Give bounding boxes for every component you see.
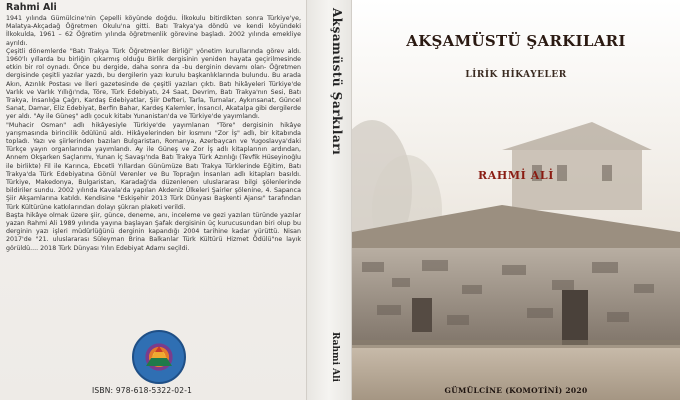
publisher-logo-icon bbox=[132, 330, 186, 384]
bio-paragraph: "Muhacir Osman" adlı hikâyesiyle Türkiye'de yayımlanan "Töre" dergisinin hikâye yarışmasında birincilik ödülünü aldı. Hikâyelerinden bir kısmını "Zor İş" adlı, bir kitabında topladı. Yazı ve şiirlerinden bazıları Bulgaristan, Romanya, Azerbaycan ve Yugoslavya'daki Türkçe yayın organlarında yayımlandı. Ay ile Güneş ve Zor İş adlı kitaplarının ardından, Annem Okşarken Saçlarımı, Yunan İç Savaşı'nda Batı Trakya Türk Azınlığı (Tevfik Hüseyinoğlu ile birlikte) Fil ile Karınca, Ebcetli Yıllardan Günümüze Batı Trakya Türklerinde Eğitim, Batı Trakya'da Türk Edebiyatına Gönül Verenler ve Bu Toprağın İnsanları adlı kitapları basıldı. Türkiye, Makedonya, Bulgaristan, Karadağ'da düzenlenen uluslararası bilgi şölenlerinde bildiriler sundu. 2002 yılında Kavala'da yapılan Akdeniz Ülkeleri Şairler şölenine, 4. Sapanca Şiir Akşamlarına katıldı. Kendisine "Eskişehir 2013 Türk Dünyası Başkenti Ajansı" tarafından Türk Kültürüne katkılarından dolayı şükran plaketi verildi. bbox=[6, 121, 301, 211]
front-cover-author: RAHMİ ALİ bbox=[477, 169, 555, 182]
back-cover-author: Rahmi Ali bbox=[6, 2, 57, 13]
author-biography bbox=[6, 15, 301, 253]
book-title: AKŞAMÜSTÜ ŞARKILARI bbox=[406, 32, 626, 50]
logo-emblem-icon bbox=[146, 346, 172, 366]
back-cover bbox=[0, 0, 306, 400]
spine-author: Rahmi Ali bbox=[330, 332, 340, 382]
bio-paragraph: Çeşitli dönemlerde "Batı Trakya Türk Öğretmenler Birliği" yönetim kurullarında görev aldı. 1960'lı yıllarda bu birliğin çıkarmış olduğu Birlik dergisinin yeniden hayata geçirilmesinde etkin bir rol oynadı. Önce bu dergide, daha sonra da -bu derginin devamı olan- Öğretmen dergisinde çeşitli yazılar yazdı, bu dergilerin yazı kurulu başkanlıklarında bulundu. Bu arada Akın, Azınlık Postası ve İleri gazetesinde de çeşitli yazıları çıktı. Batı hikâyeleri Türkiye'de Varlık ve Varlık Yıllığı'nda, Töre, Türk Edebiyatı, 24 Saat, Devrim, Batı Trakya'nın Sesi, Batı Trakya, İnsanlığa Çağrı, Kardaş Edebiyatlar, Şiir Defteri, Tarla, Turnalar, Aykırısanat, Güncel Sanat, Damar, Eliz Edebiyat, Berfin Bahar, Kardeş Kalemler, İnsancıl, Akatalpa gibi dergilerde yer aldı. "Ay ile Güneş" adlı çocuk kitabı Yunanistan'da ve Türkiye'de yayımlandı. bbox=[6, 47, 301, 121]
village-house-illustration bbox=[352, 0, 680, 400]
isbn-number: ISBN: 978-618-5322-02-1 bbox=[92, 386, 193, 395]
bio-paragraph: 1941 yılında Gümülcine'nin Çepelli köyünde doğdu. İlkokulu bitirdikten sonra Türkiye'ye, Malatya-Akçadağ Öğretmen Okulu'na gitti. Batı Trakya'ya döndü ve kendi köyündeki İlkokulda, 1961 – 62 Öğretim yılında öğretmenlik görevine başladı. 2002 yılında emekliye ayrıldı. bbox=[6, 15, 301, 47]
publication-place-year: GÜMÜLCİNE (KOMOTİNİ) 2020 bbox=[444, 386, 588, 395]
bio-paragraph: Başta hikâye olmak üzere şiir, günce, deneme, anı, inceleme ve gezi yazıları türünde yazılar yazan Rahmi Ali 1989 yılında yayına başlayan Şafak dergisinin üç kurucusundan biri olup bu derginin yazı işleri müdürlüğünü derginin kapandığı 2004 tarihine kadar yürüttü. Nisan 2017'de "21. uluslararası Süleyman Brina Balkanlar Türk Kültürü Hizmet Ödülü"ne layık görüldü.... 2018 Türk Dünyası Yılın Edebiyat Adamı seçildi. bbox=[6, 211, 301, 252]
front-cover bbox=[352, 0, 680, 400]
book-subtitle: LİRİK HİKAYELER bbox=[465, 70, 567, 80]
spine-title: Akşamüstü Şarkıları bbox=[330, 8, 344, 156]
book-spine bbox=[306, 0, 352, 400]
